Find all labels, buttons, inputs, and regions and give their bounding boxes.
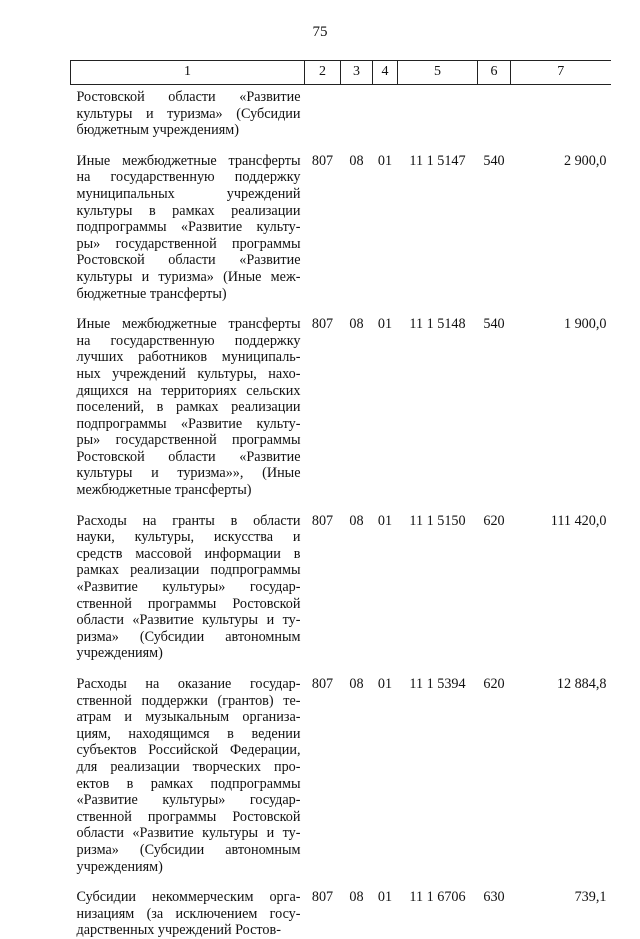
description-line: области «Развитие культуры и ту-	[76, 612, 301, 629]
row-spacer	[71, 662, 611, 674]
description-line: поселений, в рамках реализации	[76, 399, 301, 416]
expense-type-code: 540	[483, 152, 505, 169]
row-spacer	[71, 499, 611, 511]
description-line: культуры и туризма»», (Иные	[76, 465, 301, 482]
description-line: для реализации творческих про-	[76, 758, 301, 775]
description-line: лучших работников муниципаль-	[76, 349, 301, 366]
empty-cell	[511, 875, 611, 887]
section-code: 08	[349, 512, 364, 529]
table-header-row	[71, 61, 611, 85]
expense-type-code: 540	[483, 316, 505, 333]
empty-cell	[71, 139, 305, 151]
column-header-2: 2	[305, 61, 341, 85]
description-line: бюджетные трансферты)	[76, 285, 227, 302]
row-description	[71, 151, 305, 302]
empty-cell	[398, 302, 478, 314]
table-body	[71, 85, 611, 939]
empty-cell	[373, 85, 398, 139]
description-line: подпрограммы «Развитие культу-	[76, 415, 301, 432]
subsection-code: 01	[377, 676, 393, 692]
column-header-5: 5	[398, 61, 478, 85]
description-line: средств массовой информации в	[76, 545, 301, 562]
description-line: бюджетным учреждениям)	[76, 122, 239, 139]
empty-cell	[398, 85, 478, 139]
description-line: атрам и музыкальным организа-	[76, 709, 301, 726]
table-row	[71, 887, 611, 939]
empty-cell	[373, 499, 398, 511]
description-line: Иные межбюджетные трансферты	[76, 152, 301, 169]
ministry-code: 807	[311, 512, 334, 529]
empty-cell	[305, 662, 341, 674]
description-line: культуры в рамках реализации	[76, 202, 301, 219]
description-line: межбюджетные трансферты)	[76, 482, 252, 499]
description-line: ственной программы Ростовской	[76, 595, 301, 612]
empty-cell	[398, 139, 478, 151]
description-line: ственной программы Ростовской	[76, 808, 301, 825]
empty-cell	[341, 302, 373, 314]
empty-cell	[478, 85, 511, 139]
empty-cell	[511, 85, 611, 139]
empty-cell	[71, 875, 305, 887]
table-row	[71, 511, 611, 662]
target-article-code: 11 1 5148	[409, 316, 466, 333]
row-description	[71, 887, 305, 939]
empty-cell	[511, 499, 611, 511]
table-row	[71, 151, 611, 302]
amount: 12 884,8	[556, 676, 607, 692]
empty-cell	[511, 139, 611, 151]
empty-cell	[398, 662, 478, 674]
row-spacer	[71, 302, 611, 314]
empty-cell	[305, 139, 341, 151]
description-line: «Развитие культуры» государ-	[76, 792, 301, 809]
description-line: циям, находящимся в ведении	[76, 725, 301, 742]
description-line: подпрограммы «Развитие культу-	[76, 219, 301, 236]
expense-type-code: 630	[483, 889, 505, 906]
table-row-continuation	[71, 85, 611, 139]
empty-cell	[398, 499, 478, 511]
empty-cell	[373, 139, 398, 151]
description-line: ризма» (Субсидии автономным	[76, 841, 301, 858]
empty-cell	[511, 302, 611, 314]
empty-cell	[341, 139, 373, 151]
description-line: рамках реализации подпрограммы	[76, 562, 301, 579]
target-article-code: 11 1 5150	[409, 512, 466, 529]
empty-cell	[71, 499, 305, 511]
description-line: дящихся на территориях сельских	[76, 382, 301, 399]
ministry-code: 807	[311, 152, 334, 169]
column-header-4: 4	[373, 61, 398, 85]
empty-cell	[305, 499, 341, 511]
column-header-6: 6	[478, 61, 511, 85]
empty-cell	[478, 662, 511, 674]
page-number: 75	[312, 24, 328, 40]
empty-cell	[341, 662, 373, 674]
ministry-code: 807	[311, 316, 334, 333]
subsection-code: 01	[377, 889, 393, 906]
description-line: учреждениям)	[76, 858, 163, 875]
amount: 739,1	[574, 889, 607, 906]
row-description	[71, 511, 305, 662]
section-code: 08	[349, 152, 364, 169]
amount: 1 900,0	[563, 316, 607, 333]
empty-cell	[71, 662, 305, 674]
description-line: дарственных учреждений Ростов-	[76, 922, 281, 939]
description-line: Ростовской области «Развитие	[76, 448, 301, 465]
amount: 2 900,0	[563, 152, 607, 169]
description-line: ры» государственной программы	[76, 432, 301, 449]
description-line: «Развитие культуры» государ-	[76, 579, 301, 596]
column-header-3: 3	[341, 61, 373, 85]
subsection-code: 01	[377, 316, 393, 333]
description-line: области «Развитие культуры и ту-	[76, 825, 301, 842]
empty-cell	[305, 302, 341, 314]
description-line: низациям (за исключением госу-	[76, 905, 301, 922]
empty-cell	[71, 302, 305, 314]
description-line: ры» государственной программы	[76, 235, 301, 252]
description-line: Субсидии некоммерческим орга-	[76, 889, 301, 906]
description-line: субъектов Российской Федерации,	[76, 742, 301, 759]
description-line: Расходы на оказание государ-	[76, 676, 301, 692]
empty-cell	[478, 499, 511, 511]
description-line: Иные межбюджетные трансферты	[76, 316, 301, 333]
section-code: 08	[349, 889, 364, 906]
column-header-1: 1	[71, 61, 305, 85]
expense-type-code: 620	[483, 512, 505, 529]
empty-cell	[373, 662, 398, 674]
ministry-code: 807	[311, 676, 334, 692]
table-row	[71, 674, 611, 875]
description-line: ственной поддержки (грантов) те-	[76, 692, 301, 709]
section-code: 08	[349, 316, 364, 333]
section-code: 08	[349, 676, 364, 692]
budget-table	[70, 60, 611, 939]
empty-cell	[305, 875, 341, 887]
amount: 111 420,0	[550, 512, 607, 529]
empty-cell	[373, 875, 398, 887]
description-line: учреждениям)	[76, 645, 163, 662]
subsection-code: 01	[377, 512, 393, 529]
column-header-7: 7	[511, 61, 611, 85]
row-spacer	[71, 875, 611, 887]
description-line: Ростовской области «Развитие	[76, 252, 301, 269]
description-line: культуры и туризма» (Субсидии	[76, 105, 301, 122]
row-description	[71, 85, 305, 139]
empty-cell	[478, 139, 511, 151]
target-article-code: 11 1 5394	[409, 676, 466, 692]
description-line: Расходы на гранты в области	[76, 512, 301, 529]
empty-cell	[398, 875, 478, 887]
empty-cell	[341, 499, 373, 511]
empty-cell	[478, 875, 511, 887]
empty-cell	[341, 85, 373, 139]
target-article-code: 11 1 5147	[409, 152, 466, 169]
description-line: Ростовской области «Развитие	[76, 89, 301, 105]
description-line: науки, культуры, искусства и	[76, 529, 301, 546]
target-article-code: 11 1 6706	[409, 889, 466, 906]
row-description	[71, 674, 305, 875]
description-line: ных учреждений культуры, нахо-	[76, 365, 301, 382]
empty-cell	[511, 662, 611, 674]
empty-cell	[373, 302, 398, 314]
empty-cell	[478, 302, 511, 314]
expense-type-code: 620	[483, 676, 505, 692]
subsection-code: 01	[377, 152, 393, 169]
description-line: на государственную поддержку	[76, 169, 301, 186]
empty-cell	[341, 875, 373, 887]
description-line: ризма» (Субсидии автономным	[76, 628, 301, 645]
ministry-code: 807	[311, 889, 334, 906]
empty-cell	[305, 85, 341, 139]
row-spacer	[71, 139, 611, 151]
description-line: культуры и туризма» (Иные меж-	[76, 268, 301, 285]
description-line: на государственную поддержку	[76, 332, 301, 349]
row-description	[71, 314, 305, 499]
description-line: муниципальных учреждений	[76, 185, 301, 202]
table-row	[71, 314, 611, 499]
description-line: ектов в рамках подпрограммы	[76, 775, 301, 792]
